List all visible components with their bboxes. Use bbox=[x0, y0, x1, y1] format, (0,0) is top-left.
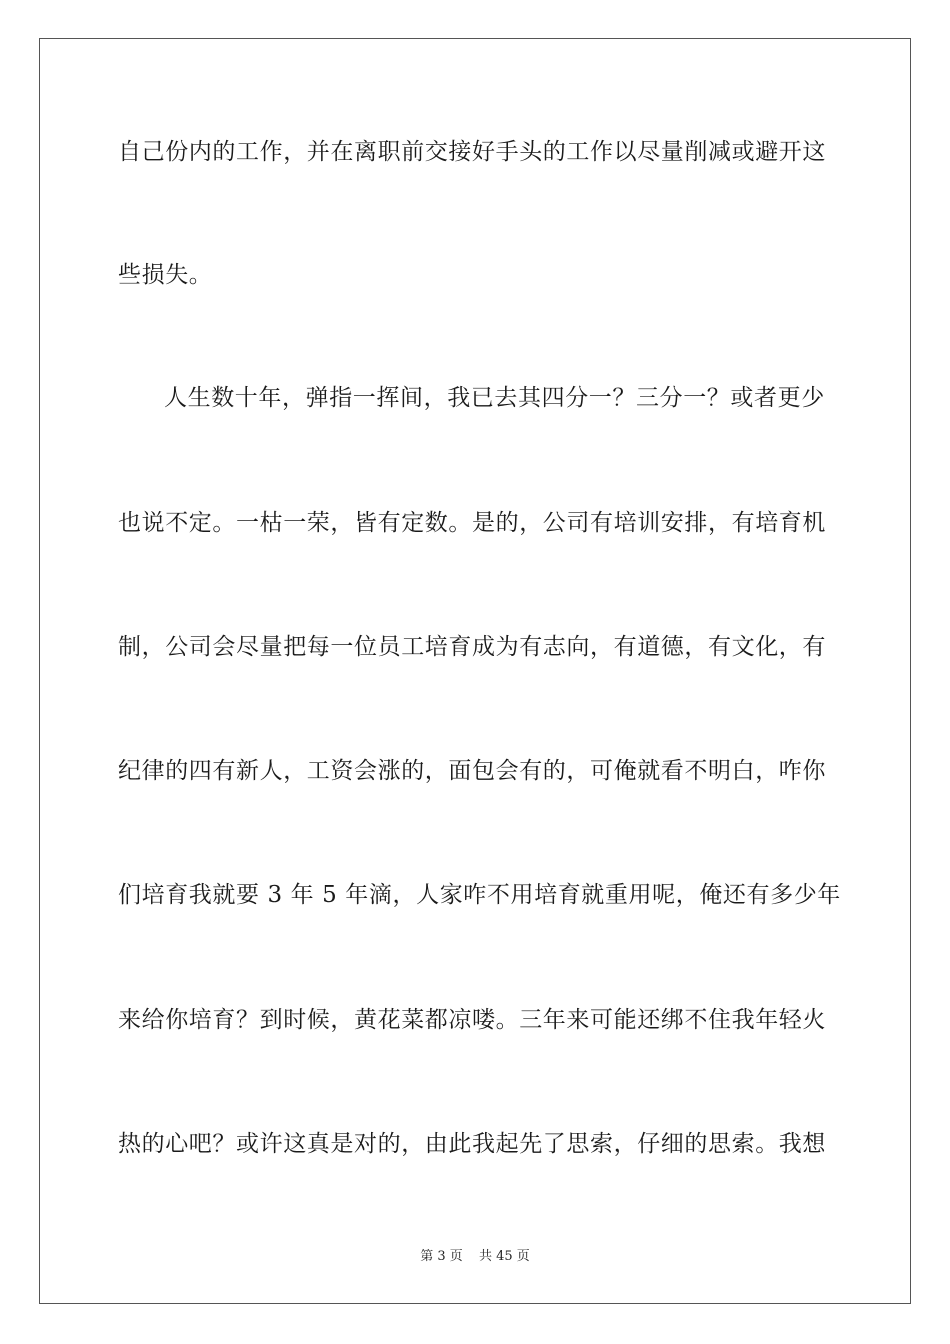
text-line-6: 纪律的四有新人，工资会涨的，面包会有的，可俺就看不明白，咋你 bbox=[118, 758, 826, 784]
text-line-9: 热的心吧？或许这真是对的，由此我起先了思索，仔细的思索。我想 bbox=[118, 1131, 826, 1157]
text-line-5: 制，公司会尽量把每一位员工培育成为有志向，有道德，有文化，有 bbox=[118, 634, 826, 660]
text-line-3: 人生数十年，弹指一挥间，我已去其四分一？三分一？或者更少 bbox=[164, 385, 825, 411]
text-line-8: 来给你培育？到时候，黄花菜都凉喽。三年来可能还绑不住我年轻火 bbox=[118, 1007, 826, 1033]
page-number: 第 3 页 bbox=[420, 1249, 463, 1264]
text-line-2: 些损失。 bbox=[118, 262, 213, 288]
page-footer bbox=[0, 1248, 950, 1266]
text-line-4: 也说不定。一枯一荣，皆有定数。是的，公司有培训安排，有培育机 bbox=[118, 510, 826, 536]
page-total: 共 45 页 bbox=[478, 1249, 530, 1264]
page-border bbox=[39, 38, 911, 1304]
text-line-7: 们培育我就要 3 年 5 年滴，人家咋不用培育就重用呢，俺还有多少年 bbox=[118, 882, 841, 908]
text-line-1: 自己份内的工作，并在离职前交接好手头的工作以尽量削减或避开这 bbox=[118, 139, 826, 165]
